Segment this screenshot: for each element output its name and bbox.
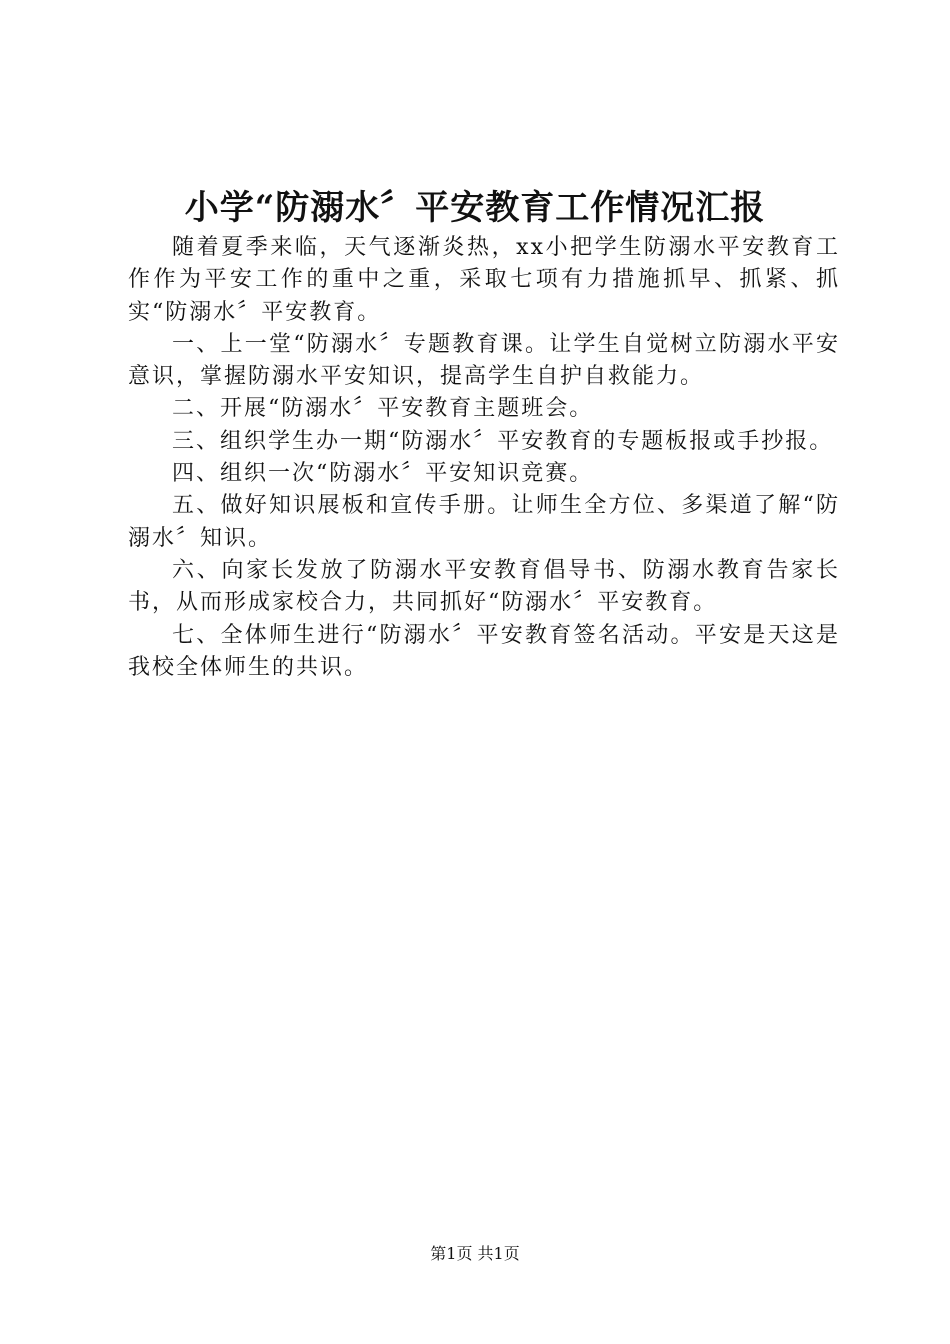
measure-paragraph-6: 六、向家长发放了防溺水平安教育倡导书、防溺水教育告家长书，从而形成家校合力，共同抓好“防溺水〞平安教育。 xyxy=(128,557,840,616)
measure-paragraph-5: 五、做好知识展板和宣传手册。让师生全方位、多渠道了解“防溺水〞知识。 xyxy=(128,493,840,551)
measure-paragraph-2: 二、开展“防溺水〞平安教育主题班会。 xyxy=(172,396,594,422)
intro-paragraph: 随着夏季来临，天气逐渐炎热，xx小把学生防溺水平安教育工作作为平安工作的重中之重，采取七项有力措施抓早、抓紧、抓实“防溺水〞平安教育。 xyxy=(128,235,840,325)
measure-paragraph-3: 三、组织学生办一期“防溺水〞平安教育的专题板报或手抄报。 xyxy=(172,428,834,454)
document-title: 小学“防溺水〞平安教育工作情况汇报 xyxy=(184,188,766,228)
measure-paragraph-1: 一、上一堂“防溺水〞专题教育课。让学生自觉树立防溺水平安意识，掌握防溺水平安知识，提高学生自护自救能力。 xyxy=(128,331,840,390)
measure-paragraph-4: 四、组织一次“防溺水〞平安知识竞赛。 xyxy=(172,461,594,487)
document-body xyxy=(128,232,840,684)
page-footer: 第1页 共1页 xyxy=(430,1244,520,1263)
measure-paragraph-7: 七、全体师生进行“防溺水〞平安教育签名活动。平安是天这是我校全体师生的共识。 xyxy=(128,622,840,680)
